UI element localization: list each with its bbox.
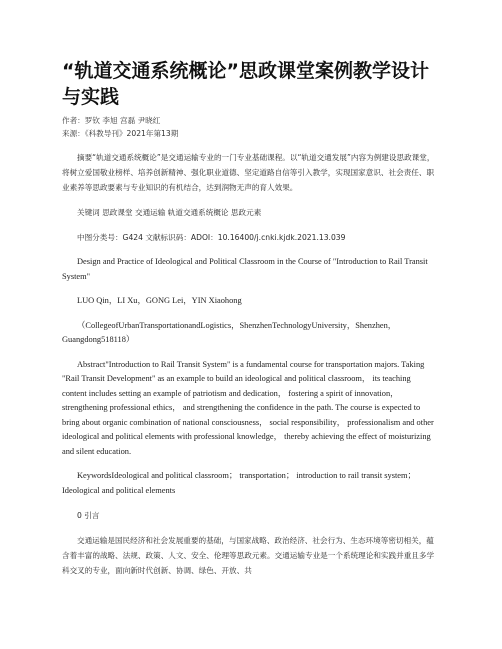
intro-paragraph: 交通运输是国民经济和社会发展重要的基础，与国家战略、政治经济、社会行为、生态环境等密切相关，蕴含着丰富的战略、法规、政策、人文、安全、伦理等思政元素。交通运输专业是一个系统理论和实践并重且多学科交叉的专业，面向新时代创新、协调、绿色、开放、共: [62, 536, 435, 575]
classification-line: 中图分类号：G424 文献标识码：ADOI：10.16400/j.cnki.kjdk.2021.13.039: [77, 233, 346, 242]
title-en: Design and Practice of Ideological and Political Classroom in the Course of "Introduction to Rail Transit System": [62, 257, 428, 281]
keywords-zh: 关键词 思政课堂 交通运输 轨道交通系统概论 思政元素: [77, 208, 262, 217]
affiliation-en: （CollegeofUrbanTransportationandLogistics，ShenzhenTechnologyUniversity，Shenzhen，Guangdong518118）: [62, 320, 397, 344]
abstract-en: Abstract"Introduction to Rail Transit System" is a fundamental course for transportation majors. Taking "Rail Transit Development" as an example to build an ideological and political classroom， its teaching content includes setting an example of patriotism and dedication， fostering a spirit of innovation， strengthening professional ethics， and strengthening the confidence in the path. The course is expected to bring about organic combination of national consciousness， social responsibility， professionalism and other ideological and political elements with professional knowledge， thereby achieving the effect of moisturizing and silent education.: [62, 359, 434, 456]
abstract-zh: 摘要“轨道交通系统概论”是交通运输专业的一门专业基础课程。以“轨道交通发展”内容为例建设思政课堂，将树立爱国敬业榜样、培养创新精神、强化职业道德、坚定道路自信等引入教学，实现国家意识、社会责任、职业素养等思政要素与专业知识的有机结合，达到润物无声的育人效果。: [62, 153, 435, 192]
source-line: 来源：《科教导刊》2021年第13期: [62, 129, 179, 138]
article-meta: [62, 114, 436, 140]
author-line: 作者：罗钦 李旭 宫磊 尹晓红: [62, 116, 161, 125]
section-heading: 0 引言: [77, 511, 100, 520]
article-title: “轨道交通系统概论”思政课堂案例教学设计与实践: [62, 60, 429, 108]
keywords-en: KeywordsIdeological and political classroom； transportation； introduction to rail transit system； Ideological and political elements: [62, 471, 416, 495]
authors-en: LUO Qin，LI Xu，GONG Lei，YIN Xiaohong: [77, 296, 242, 305]
